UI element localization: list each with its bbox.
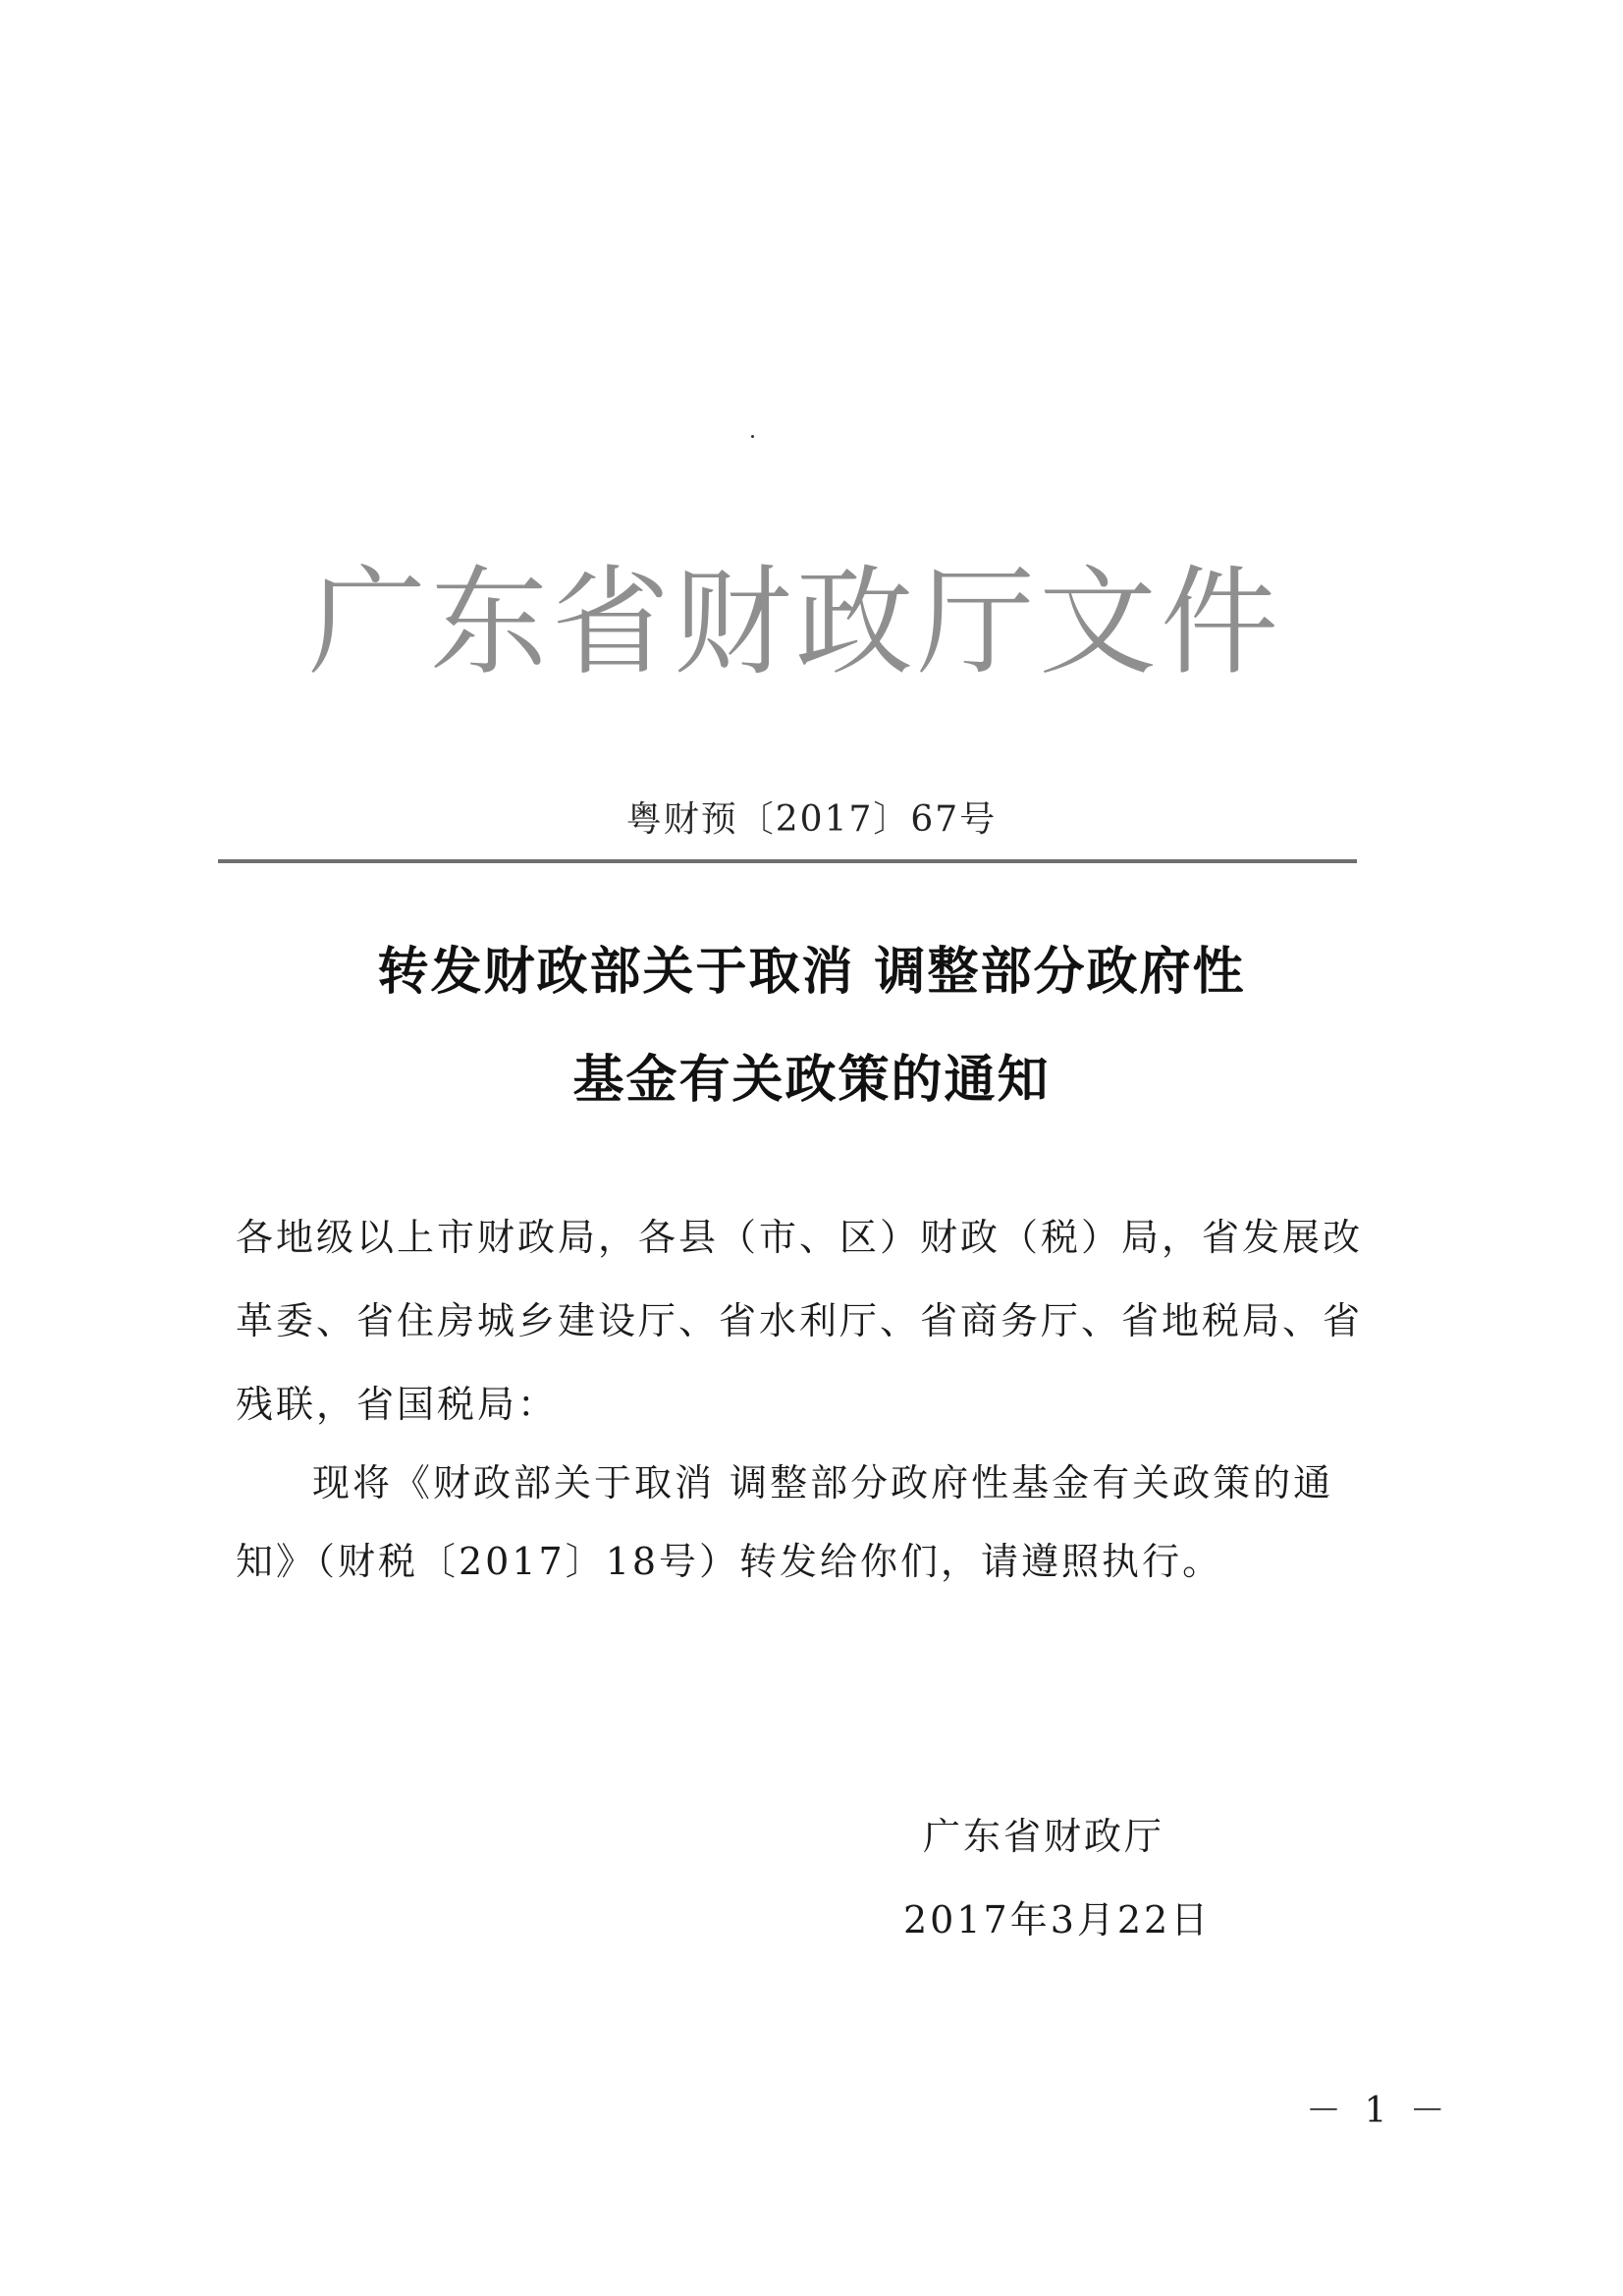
scan-speck bbox=[751, 435, 754, 438]
body-line-2: 革委、省住房城乡建设厅、省水利厅、省商务厅、省地税局、省 bbox=[236, 1299, 1364, 1342]
body-line-5: 知》（财税〔2017〕18号）转发给你们，请遵照执行。 bbox=[236, 1540, 1223, 1583]
document-masthead: 广东省财政厅文件 bbox=[308, 555, 1282, 691]
body-line-4: 现将《财政部关于取消 调整部分政府性基金有关政策的通 bbox=[312, 1461, 1334, 1504]
title-line-1: 转发财政部关于取消 调整部分政府性 bbox=[377, 942, 1246, 1002]
header-divider bbox=[218, 859, 1357, 863]
title-line-2: 基金有关政策的通知 bbox=[572, 1050, 1051, 1110]
page-number: － 1 － bbox=[1306, 2091, 1451, 2131]
signature-date: 2017年3月22日 bbox=[903, 1898, 1212, 1941]
signature-organization: 广东省财政厅 bbox=[923, 1815, 1165, 1858]
body-line-1: 各地级以上市财政局，各县（市、区）财政（税）局，省发展改 bbox=[236, 1216, 1364, 1259]
document-number: 粤财预〔2017〕67号 bbox=[625, 799, 998, 840]
body-line-3: 残联，省国税局： bbox=[236, 1383, 559, 1426]
